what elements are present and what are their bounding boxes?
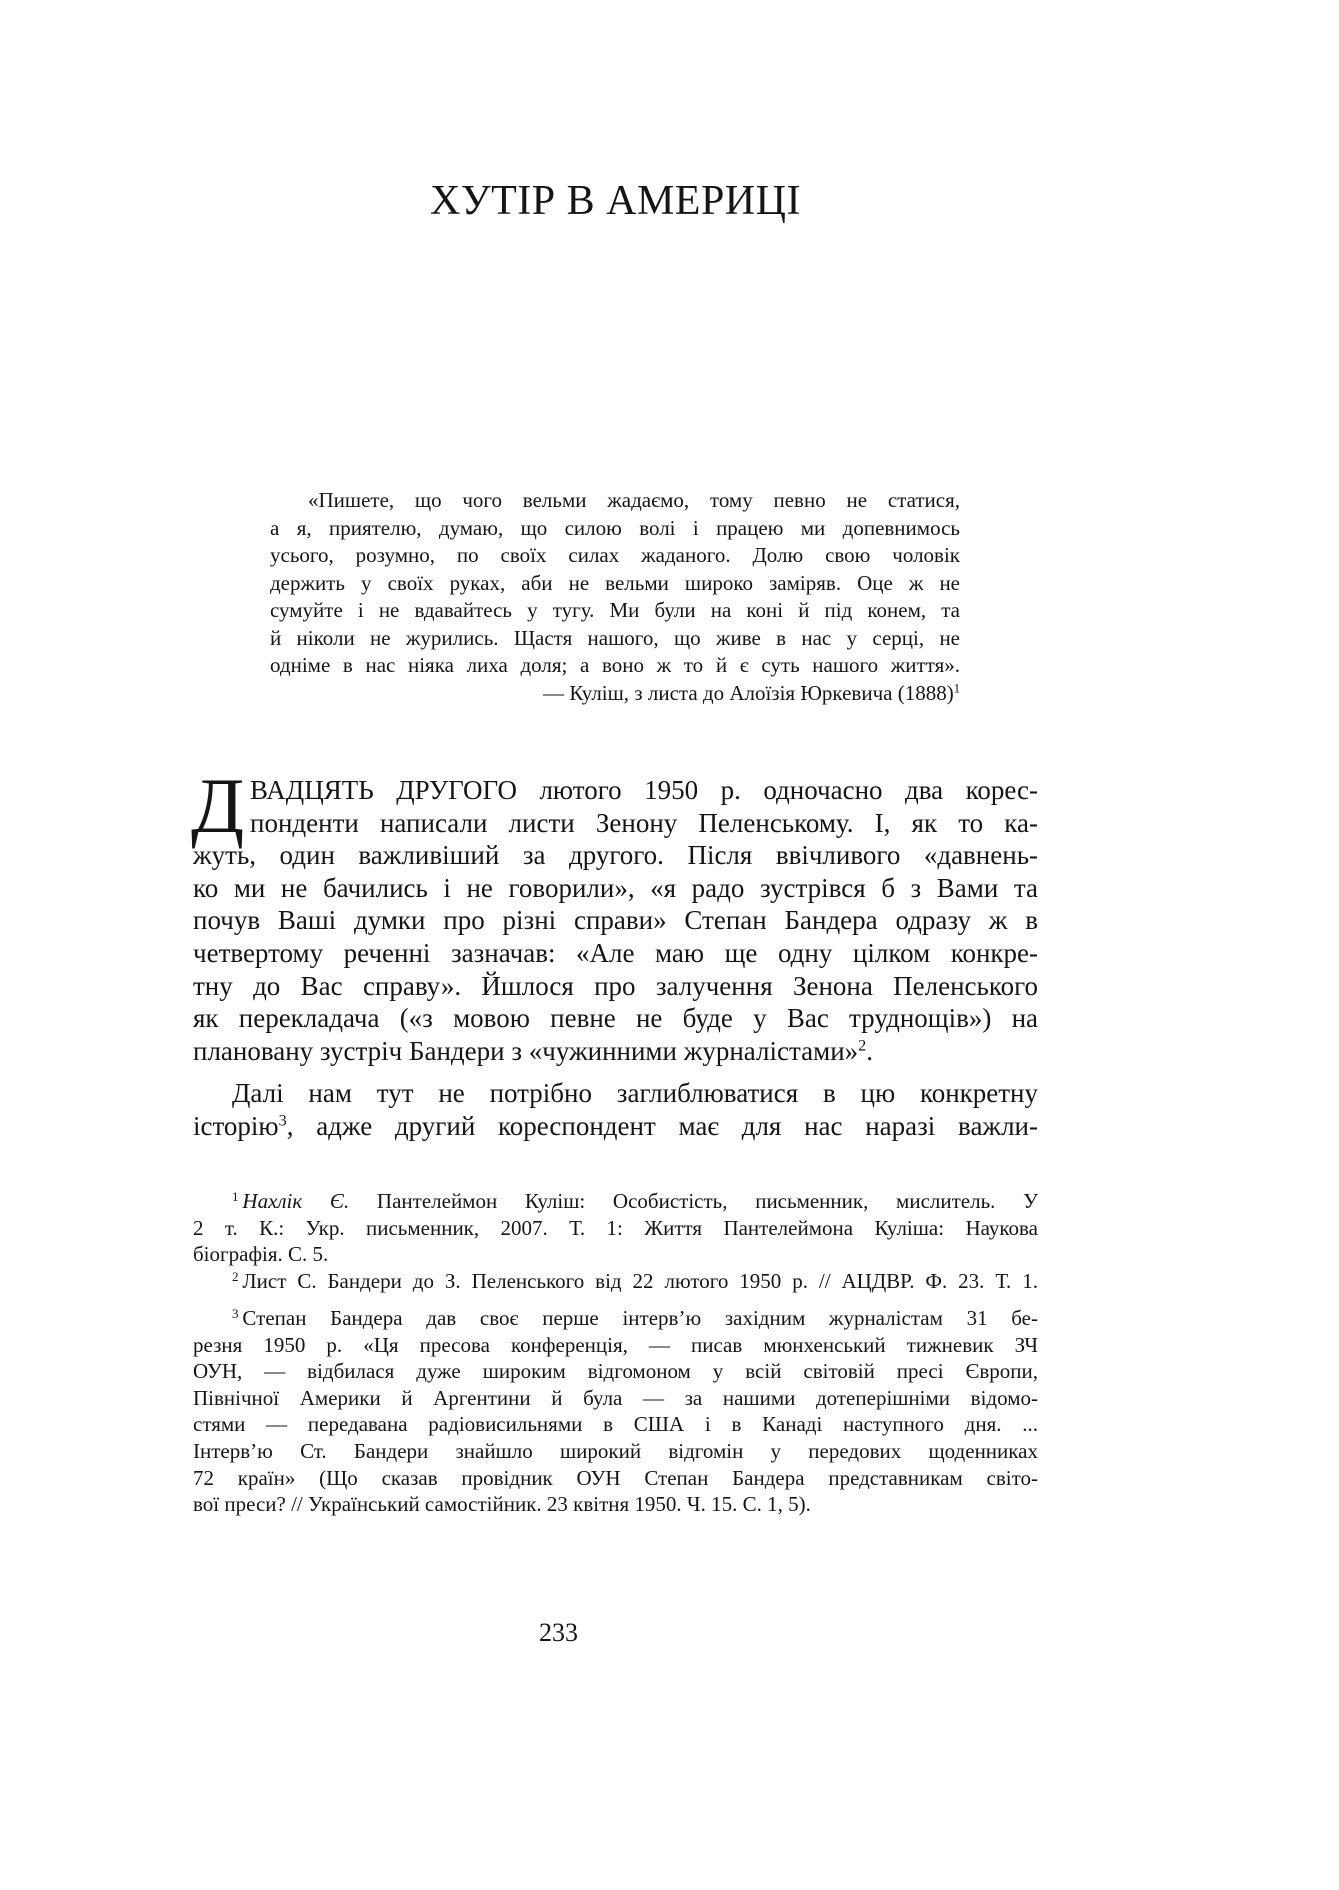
text-segment: Північної Америки й Аргентини й була — за нашими дотеперішніми відомо-	[193, 1385, 1038, 1410]
footnote-line	[193, 1358, 1038, 1385]
text-segment: , адже другий кореспондент має для нас наразі важли-	[286, 1110, 1038, 1141]
epigraph-line	[270, 597, 960, 625]
text-segment: плановану зустріч Бандери з «чужинними журналістами»	[193, 1035, 859, 1066]
footnote-line	[193, 1411, 1038, 1438]
text-segment: ВАДЦЯТЬ ДРУГОГО лютого 1950 р. одночасно два корес-	[250, 775, 1038, 805]
epigraph-line	[270, 515, 960, 543]
text-segment: 72 країн» (Що сказав провідник ОУН Степан Бандера представникам світо-	[193, 1465, 1038, 1490]
text-segment: .	[866, 1035, 873, 1066]
paragraph-line	[193, 904, 1038, 937]
text-segment: Лист С. Бандери до З. Пеленського від 22 лютого 1950 р. // АЦДВР. Ф. 23. Т. 1.	[242, 1269, 1038, 1293]
text-segment: сумуйте і не вдавайтесь у тугу. Ми були на коні й під конем, та	[270, 598, 960, 622]
footnote-3	[193, 1305, 1038, 1518]
footnote-reference: 1	[953, 680, 960, 695]
text-segment: понденти написали листи Зенону Пеленському. І, як то ка-	[250, 807, 1038, 838]
text-segment: Інтерв’ю Ст. Бандери знайшло широкий відгомін у передових щоденниках	[193, 1438, 1038, 1463]
epigraph-line	[270, 652, 960, 680]
text-segment: «Пишете, що чого вельми жадаємо, тому певно не статися,	[308, 488, 960, 512]
footnote-line	[193, 1332, 1038, 1359]
footnote-line	[193, 1268, 1038, 1295]
text-segment: біографія. С. 5.	[193, 1242, 329, 1267]
footnote-line	[193, 1305, 1038, 1332]
paragraph-line	[193, 1110, 1038, 1143]
page-number: 233	[539, 1618, 578, 1647]
footnote-line	[193, 1241, 1038, 1268]
epigraph-line	[270, 625, 960, 653]
paragraph-line	[193, 839, 1038, 872]
epigraph-line	[270, 542, 960, 570]
paragraph-1	[193, 774, 1038, 1067]
italic-author: Нахлік Є.	[242, 1189, 350, 1213]
epigraph-attribution	[270, 680, 960, 708]
paragraph-line	[193, 937, 1038, 970]
text-segment: одніме в нас ніяка лиха доля; а воно ж то й є суть нашого життя».	[270, 653, 960, 677]
text-segment: Степан Бандера дав своє перше інтерв’ю західним журналістам 31 бе-	[242, 1306, 1038, 1330]
paragraph-2	[193, 1077, 1038, 1142]
footnote-2	[193, 1268, 1038, 1295]
chapter-title: ХУТІР В АМЕРИЦІ	[430, 178, 801, 224]
footnote-line	[193, 1491, 1038, 1518]
text-segment: й ніколи не журились. Щастя нашого, що живе в нас у серці, не	[270, 625, 960, 650]
text-segment: держить у своїх руках, аби не вельми широко заміряв. Оце ж не	[270, 570, 960, 595]
text-segment: жуть, один важливіший за другого. Після ввічливого «давнень-	[193, 840, 1038, 871]
text-segment: а я, приятелю, думаю, що силою волі і працею ми допевнимось	[270, 515, 960, 540]
paragraph-line	[193, 1035, 1038, 1068]
footnote-line	[193, 1188, 1038, 1215]
epigraph	[270, 487, 960, 707]
footnote-1	[193, 1188, 1038, 1268]
paragraph-line	[193, 970, 1038, 1003]
footnote-line	[193, 1438, 1038, 1465]
footnote-line	[193, 1465, 1038, 1492]
footnote-number: 3	[232, 1305, 239, 1321]
epigraph-line	[270, 487, 960, 515]
text-segment: стями — передавана радіовисильнями в США і в Канаді наступного дня. ...	[193, 1412, 1038, 1437]
footnote-number: 2	[232, 1268, 239, 1284]
text-segment: Далі нам тут не потрібно заглиблюватися в цю конкретну	[232, 1078, 1038, 1108]
text-segment: четвертому реченні зазначав: «Але маю ще одну цілком конкре-	[193, 937, 1038, 968]
footnote-reference: 2	[858, 1036, 867, 1055]
drop-cap: Д	[191, 762, 245, 849]
text-segment: як перекладача («з мовою певне не буде у Вас труднощів») на	[193, 1003, 1038, 1034]
footnote-line	[193, 1385, 1038, 1412]
footnote-reference: 3	[278, 1110, 287, 1129]
text-segment: вої преси? // Український самостійник. 23 квітня 1950. Ч. 15. С. 1, 5).	[193, 1492, 811, 1517]
paragraph-line	[193, 1077, 1038, 1110]
text-segment: Пантелеймон Куліш: Особистість, письменник, мислитель. У	[349, 1189, 1038, 1213]
text-segment: тну до Вас справу». Йшлося про залучення Зенона Пеленського	[193, 970, 1038, 1001]
paragraph-line	[193, 807, 1038, 840]
text-segment: — Куліш, з листа до Алоїзія Юркевича (1888)	[543, 680, 954, 705]
epigraph-line	[270, 570, 960, 598]
text-segment: 2 т. К.: Укр. письменник, 2007. Т. 1: Життя Пантелеймона Куліша: Наукова	[193, 1215, 1038, 1240]
footnote-number: 1	[232, 1188, 239, 1204]
text-segment: усього, розумно, по своїх силах жаданого. Долю свою чоловік	[270, 543, 960, 567]
text-segment: ко ми не бачились і не говорили», «я радо зустрівся б з Вами та	[193, 872, 1038, 903]
paragraph-line	[193, 1002, 1038, 1035]
text-segment: резня 1950 р. «Ця пресова конференція, — писав мюнхенський тижневик ЗЧ	[193, 1332, 1038, 1357]
paragraph-line	[193, 774, 1038, 807]
text-segment: почув Ваші думки про різні справи» Степан Бандера одразу ж в	[193, 905, 1038, 936]
text-segment: історію	[193, 1110, 279, 1141]
paragraph-line	[193, 872, 1038, 905]
text-segment: ОУН, — відбилася дуже широким відгомоном у всій світовій пресі Європи,	[193, 1359, 1038, 1384]
footnote-line	[193, 1215, 1038, 1242]
